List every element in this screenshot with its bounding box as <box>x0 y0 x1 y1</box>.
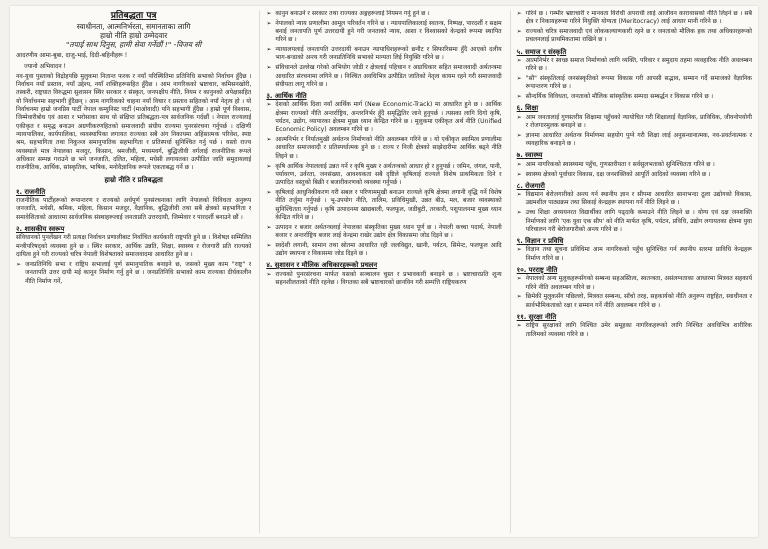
section-6-bullets <box>517 114 752 149</box>
bullet-item: ➢ राज्यको पुनरसंरचना मार्फत यसको सञ्चालन चुस्त र प्रभावकारी बनाइने छ । भ्रष्टाचारप्रति शून्य सहनशीलताको नीति रहनेछ । विगतका सबै भ्रष्टाचारको छानविन गरी सम्पत्ति राष्ट्रियकरण <box>266 271 501 288</box>
column-1 <box>16 10 251 533</box>
section-11-title: ११. सुरक्षा नीति <box>516 313 557 321</box>
section-10-title: १०. परराष्ट्र नीति <box>516 266 558 275</box>
column-2 <box>259 10 501 533</box>
section-3-bullets <box>266 101 501 258</box>
section-1-paragraph: राजनीतिक पार्टीहरूको रूपान्तरण र राज्यको अर्धपूर्ण पुनसंरचनाका लागि नेपालको विविधता अनुरूप जनजाति, मधेसी, श्रमिक, महिला, किसान मजदुर, वैज्ञानिक, बुद्धिजीवी तथा सबै क्षेत्रको सहभागिता र समावेशिताको आधारमा सार्वजनिक संस्थाहरूलाई जनताप्रति उत्तरदायी, जिम्मेवार र पारदर्शी बनाउने छौं । <box>16 197 252 221</box>
section-10-bullets <box>517 275 752 310</box>
bullet-item: ➢ छिमेकी मुलुकसँग पछिल्लो, मित्रवत सम्बन्ध, साँचो तरह, सहकार्यको नीति अनुरूप राष्ट्रहित, स्वाधीनता र सार्वभौमिकताको रक्षा र सम्मान गर्ने नीति अवलम्बन गरिने छ । <box>517 293 752 310</box>
bullet-item: ➢ आम जनतालाई गुणस्तरीय शिक्षामा पहुँचको न्यायोचित गरी शिक्षालाई वैज्ञानिक, प्राविधिक, जीवनोपयोगी र रोजगारमुलक बनाइने छ । <box>517 114 752 131</box>
greeting: आदरणीय आमा-बुबा, दाजु-भाई, दिदी-बहिनीहरू ! <box>16 52 128 60</box>
section-6-title: ६. शिक्षा <box>516 104 539 113</box>
section-5-title: ५. समाज र संस्कृति <box>516 47 567 56</box>
subtitle-line-2: हाम्रो नीति हाम्रो उम्मेदवार <box>100 31 168 41</box>
bullet-item: ➢ सौन्दर्यिक विविधता, जनताको मौलिक सांस्कृतिक सम्पदा सम्बर्द्धन र विकास गरिने छ । <box>517 93 752 101</box>
bullet-item: ➢ आत्मनिर्भर र स्वच्छ समाज निर्माणको लागि व्यक्ति, परिवार र समुदाय तहमा व्यवहारिक नीति अवलम्बन गरिने छ । <box>517 57 752 74</box>
bullet-item: ➢ आत्मनिर्भर र निर्यातमुखी अर्थतन्त्र निर्माणको नीति अवलम्बन गरिने छ । यो एकीकृत स्वामित्व प्रणालीमा आधारित समाजवादी र प्रतिस्पर्धात्मक हुने छ । राज्य र निजी क्षेत्रको साझेदारीमा आर्थिक बढ्ने नीति लिइने छ । <box>266 136 501 161</box>
bullet-item: ➢ उत्पादन र बजार अर्थतन्त्रलाई नेपालका संस्कृतिका मुख्य ध्यान पूर्ण छ । नेपाली कच्चा पदार्थ, नेपाली बजार र अन्तर्राष्ट्रिय बजार लाई केन्द्रमा राखेर उद्योग क्षेत्र विकासमा जोड दिइने छ । <box>266 224 501 241</box>
greeting-sub: ज्यानो अभिवादन ! <box>24 62 66 70</box>
subtitle-line-1: स्वाधीनता, आत्मनिर्भरता, समानताका लागि <box>76 22 191 32</box>
bullet-item: ➢ देशको आर्थिक दिशा नयाँ आर्थिक मार्ग (New Economic-Track) मा आधारित हुने छ । आर्थिक क्षेत्रमा राज्यको नीति अन्तर्राष्ट्रिय, अन्तरनिर्भर हुँदै समृद्धितिर जाने हुनुपर्छ । त्यसका लागि दिगो कृषि, पर्यटन, उद्योग, व्यापारका क्षेत्रमा मुख्य ध्यान केन्द्रित गरिने छ । मुलुकमा एकीकृत अर्थ नीति (Unified Economic Policy) अवलम्बन गरिने छ । <box>266 101 501 134</box>
bullet-item: ➢ "सौ" संस्कृतिलाई जनसंस्कृतिको रूपमा विकास गरी आपसी सद्भाव, सम्मान गर्दै समाजको वैज्ञानिक रूपान्तरण गरिने छ । <box>517 75 752 92</box>
section-3-title: ३. आर्थिक नीति <box>266 92 307 101</box>
column-3-top-bullets <box>517 10 752 45</box>
manifesto-page <box>10 6 758 537</box>
bullet-item: ➢ उच्च शिक्षा अध्ययनरत विद्यार्थीका लागि पढ्दाकै कमाउने नीति लिइने छ । योग्य एवं दक्ष जनशक्ति निर्माणको लागि 'एक युवा एक सीप' को नीति मार्फत कृषि, पर्यटन, प्रविधि, उद्योग लगायतका क्षेत्रमा युवा परिचालन गरी बेरोजगारीको अन्त्य गरिने छ । <box>517 209 752 234</box>
section-8-bullets <box>517 191 752 234</box>
document-title: प्रतिबद्धता पत्र <box>110 11 157 21</box>
section-2-title: २. शासकीय स्वरूप <box>16 224 65 233</box>
bullet-item: ➢ राष्ट्रिय सुरक्षाको लागि निश्चित उमेर समूहका नागरिकहरूको लागि निश्चित अवधिभित्र शारीरिक तालिमको व्यवस्था गरिने छ । <box>517 322 752 339</box>
section-9-title: ९. विज्ञान र प्रविधि <box>516 237 564 246</box>
subtitle-slogan: "तपाई साथ दिनुस, हामी सेवा गर्नेछौं !" -विजय सी <box>65 40 202 50</box>
section-9-bullets <box>517 246 752 263</box>
section-1-title: १. राजनीति <box>16 187 46 196</box>
section-2-bullets <box>16 261 251 286</box>
column-3 <box>510 10 752 533</box>
bullet-item: ➢ आम नागरिकको स्वास्थ्यमा पहुँच, गुणस्तरीयता र सर्वसुलभताको सुनिश्चितता गरिने छ । <box>517 161 752 169</box>
section-7-title: ७. स्वास्थ्य <box>516 151 543 160</box>
bullet-item: ➢ राज्यको चरित्र समाजवादी एवं लोककल्याणकारी रहने छ र जनताको मौलिक हक तथा अधिकारहरूको प्रचलनलाई प्राथमिकतामा राखिने छ । <box>517 28 752 45</box>
column-2-top-bullets <box>266 10 501 89</box>
bullet-item: ➢ नेपालको अन्य मुलुकहरूसँगको सम्बन्ध सहअस्तित्व, स्वतन्त्रता, असंलग्नताका आधारमा मित्रवत सहकार्य गरिने नीति अवलम्बन गरिने छ । <box>517 275 752 292</box>
section-2-paragraph: संविधानको पुनर्लेखन गरी प्रत्यक्ष निर्वाचन प्रणालीबाट निर्वाचित कार्यकारी राष्ट्रपति हुने छ । विशेषज्ञ सम्मिलित मन्त्रीपरिषद्को व्यवस्था हुने छ । स्थिर सरकार, आर्थिक उन्नति, शिक्षा, स्वास्थ्य र रोजगारी प्रति राज्यको दायित्व हुने गरी राज्यको चरित्र नेपाली विशेषताको समाजवादमा आधारित हुने छ । <box>16 234 252 258</box>
bullet-item: ➢ ज्ञानमा आधारित अर्थतन्त्र निर्माणमा सहयोग पुग्ने गरी शिक्षा लाई अनुसन्धानात्मक, नव-प्रवर्तनात्मक र व्यवहारिक बनाइने छ । <box>517 132 752 149</box>
bullet-item: ➢ संविधानले उल्लेख गरेको अभियोग जोडी र क्षेत्रलाई पहिचान र अग्राधिकार सहित समाजवादी अर्थतन्त्रमा आधारित संरचनामा लगिने छ । निश्चित अवधिभित्र उत्पीडित जातिको नेतृत्व कायम रहने गरी समाजवादी संघीयता लागू गरिने छ । <box>266 64 501 89</box>
intro-paragraph: नव-युवा पुस्ताको विद्रोहपछि मुलुकमा नितान्त फरक र नयाँ परिस्थितिमा प्रतिनिधि सभाको निर्वाचन हुँदैछ । निर्वाचन नयाँ प्रस्ताव, नयाँ उद्देश्य, नयाँ शक्तिहरूसहित हुँदैछ । आम नागरिकको भ्रष्टाचार, कमिसनखोरी, तस्करी, राष्ट्रघात विरुद्धमा सुशासन स्थिर सरकार र संस्कृत, जनपक्षीय नीति, नियम र कानुनको अपेक्षासहित यो निर्वाचनमा सहभागी हुँदैछन् । आम नागरिकको चाहना नयाँ विचार र प्रस्ताव सहितको नयाँ नेतृत्व हो । यो निर्वाचनमा हाम्रो जनप्रिय पार्टी नेपाल कम्युनिस्ट पार्टी (माओवादी) पनि सहभागी हुँदैछ । हाम्रो पूर्ण विश्वास, जिम्मेवारीबोध एवं आशा र भरोसाका साथ यो संक्षिप्त प्रतिबद्धता-पत्र सार्वजनिक गर्दछौं । नेपाल राज्यलाई एकीकृत र समृद्ध बनाउन अग्रणीकरणहितको समाजवादी संघीय राज्यमा पुनरसंरचना गर्नुपर्छ । दक्षिणी न्यायपालिका, कार्यपालिका, व्यवस्थापिका लगायत राज्यका सबै अंग निकायमा अहिंसात्मक परिवेश, स्पष्ट श्रम, सहभागिता तथा निकुञ्ज समानुपातिक सहभागिता र प्रतिस्पर्धा सुनिश्चित गर्नु पर्छ । यस्तो राज्य व्यवस्थाले मात्र नेपालका मजदुर, किसान, श्रमजीवी, मध्यमवर्ग, बुद्धिजीवी वर्गलाई राजनीतिक रूपले अधिकार सम्पन्न गराउने छ भने जनजाति, दलित, महिला, मधेसी लगायतका उत्पीडित जाति समुदायलाई राजनीतिक, आर्थिक, सांस्कृतिक, भाषिक, मनोवैज्ञानिक रूपले एकताबद्ध गर्ने छ । <box>16 72 252 172</box>
bullet-item: ➢ गरिने छ । गम्भीर भ्रष्टाचारी र मानवता विरोधी अपराधी लाई आजीवन कारावासको नीति लिइने छ । सबै क्षेत्र र निकायहरूमा गरिने नियुक्ति योग्यता (Meritocracy) लाई आधार मानी गरिने छ । <box>517 10 752 27</box>
bullet-item: ➢ स्वास्थ्य क्षेत्रको पूर्वाधार विकास, दक्ष जनशक्तिको आपूर्ति आदिको व्यवस्था गरिने छ । <box>517 171 752 179</box>
section-11-bullets <box>517 322 752 339</box>
bullet-item: ➢ जनप्रतिनिधि सभा र राष्ट्रिय सभालाई पूर्ण समानुपातिक बनाइने छ, जसको मुख्य काम "राष्ट्र" र जनतापति उत्तर दायी मई कानून निर्माण गर्नु हुने छ । जनप्रतिनिधि सभाको काम राज्यका दीर्घकालीन नीति निर्माण गर्ने, <box>16 261 251 286</box>
bullet-item: ➢ नेपालको न्याय प्रणालीमा आमूल परिवर्तन गरिने छ । न्यायपालिकालाई स्वतन्त्र, निष्पक्ष, पारदर्शी र सक्षम बनाई जनतापति पूर्ण उत्तरदायी हुने गरी जनताको न्याय, आशा र विश्वासको केन्द्रको रूपमा स्थापित गरिने छ । <box>266 20 501 45</box>
section-4-title: ४. सुशासन र मौलिक अधिकारहरूको प्रचलन <box>266 261 378 270</box>
section-4-bullets <box>266 271 501 288</box>
bullet-item: ➢ विज्ञान तथा सूचना प्रविधिमा आम नागरिकको पहुँच सुनिश्चित गर्न स्थानीय स्तरमा प्राविधि केन्द्रहरू निर्माण गरिने छ । <box>517 246 752 263</box>
section-8-title: ८. रोजगारी <box>516 181 545 190</box>
bullet-item: ➢ कृषिलाई आधुनिकीकरण गरी सबल र परिणाममुखी बनाउन राज्यले कृषि क्षेत्रमा लगानी वृद्धि गर्ने विशेष नीति तर्जुमा गर्नुपर्छ । भू-उपयोग नीति, तालिम, प्रविधिमुखी, उन्नत बीउ, मल, बजार व्यवस्थाको सुनिश्चितता गर्नुपर्छ । कृषि उत्पादनमा खाद्यबाली, फलफूल, जडीबुटी, तरकारी, पशुपालनमा मुख्य ध्यान केन्द्रित गरिने छ । <box>266 189 501 222</box>
bullet-item: ➢ स्वदेशी लगानी, सामान तथा स्रोतमा आधारित रही जलविद्युत, खानी, पर्यटन, सिमेन्ट, फलफूल आदि उद्योग स्थापना र विकासमा जोड दिइने छ । <box>266 242 501 259</box>
bullet-item: ➢ न्यायालयलाई जनतापति उत्तरदायी बनाउन न्यायाधिशहरूको छनौट र सिफारिसमा हुँदै आएको दलीय भाग-बन्डाको अन्त्य गरी जनप्रतिनिधि सभाको मान्यता लिई नियुक्ति गरिने छ । <box>266 46 501 63</box>
policy-heading: हाम्रो नीति र प्रतिबद्धता <box>104 176 163 185</box>
section-7-bullets <box>517 161 752 179</box>
bullet-item: ➢ कानुन बनाउने र सरकार तथा राज्यका अङ्गहरूलाई नियमन गर्नु हुने छ । <box>266 10 501 18</box>
section-5-bullets <box>517 57 752 101</box>
bullet-item: ➢ विद्यमान बेरोजगारीको अन्त्य गर्न स्थानीय ज्ञान र सीपमा आधारित सानाभन्दा ठूला उद्योगको विकास, उद्यमशील पाठ्यक्रम तथा सिकाई केन्द्रहरू स्थापना गर्ने नीति लिइने छ । <box>517 191 752 208</box>
bullet-item: ➢ कृषि आर्थिक नेपाललाई उन्नत गर्ने र कृषि मुख्य र अर्थतन्त्रको आधार हो र हुनुपर्छ । जमिन, जंगल, पानी, पर्यावरण, उर्वरता, जनसंख्या, आवश्यकता सबै दृष्टिले कृषिलाई राज्यले विशेष प्राथमिकता दिने र उत्पादित वस्तुको बिक्री र बजारीकरणको व्यवस्था गर्नुपर्छ । <box>266 163 501 188</box>
